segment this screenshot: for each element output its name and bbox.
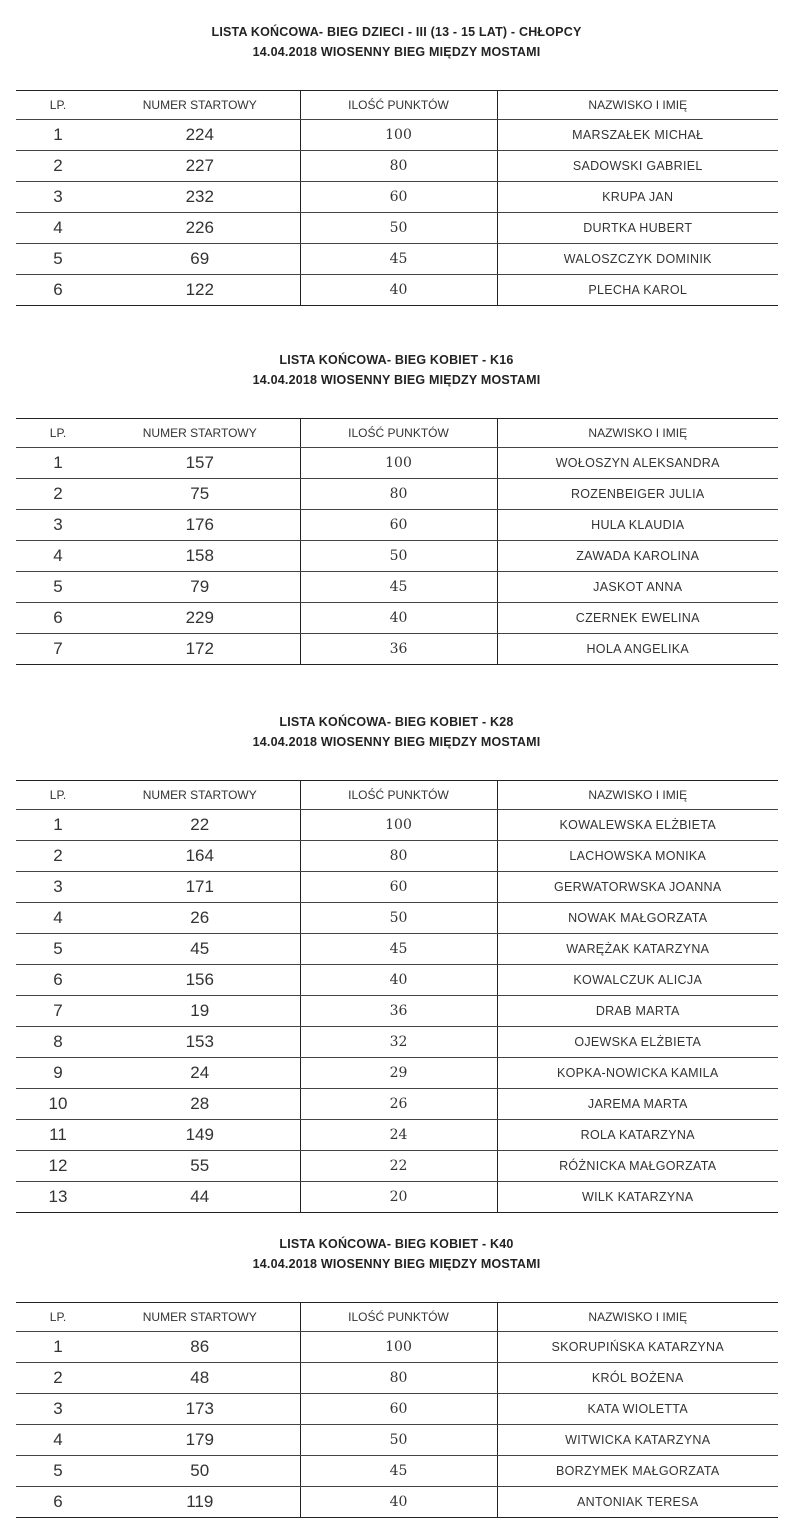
table-row — [16, 810, 778, 841]
section-title: LISTA KOŃCOWA- BIEG KOBIET - K40 — [279, 1237, 514, 1251]
section-subtitle: 14.04.2018 WIOSENNY BIEG MIĘDZY MOSTAMI — [252, 1257, 541, 1271]
cell-nazwisko-imie: CZERNEK EWELINA — [497, 603, 778, 634]
section-title: LISTA KOŃCOWA- BIEG DZIECI - III (13 - 15 LAT) - CHŁOPCY — [211, 25, 582, 39]
cell-lp: 7 — [16, 634, 100, 665]
cell-nazwisko-imie: KRÓL BOŻENA — [497, 1363, 778, 1394]
cell-numer-startowy: 179 — [100, 1425, 300, 1456]
cell-numer-startowy: 24 — [100, 1058, 300, 1089]
cell-nazwisko-imie: ANTONIAK TERESA — [497, 1487, 778, 1518]
cell-lp: 1 — [16, 120, 100, 151]
cell-nazwisko-imie: DURTKA HUBERT — [497, 213, 778, 244]
results-section — [0, 712, 793, 1206]
cell-lp: 1 — [16, 448, 100, 479]
cell-numer-startowy: 232 — [100, 182, 300, 213]
cell-numer-startowy: 45 — [100, 934, 300, 965]
cell-nazwisko-imie: JASKOT ANNA — [497, 572, 778, 603]
cell-numer-startowy: 26 — [100, 903, 300, 934]
cell-numer-startowy: 69 — [100, 244, 300, 275]
table-row — [16, 872, 778, 903]
header-nazwisko-imie: NAZWISKO I IMIĘ — [497, 1303, 778, 1332]
table-row — [16, 1027, 778, 1058]
cell-lp: 5 — [16, 934, 100, 965]
cell-nazwisko-imie: OJEWSKA ELŻBIETA — [497, 1027, 778, 1058]
cell-numer-startowy: 122 — [100, 275, 300, 306]
cell-nazwisko-imie: WARĘŻAK KATARZYNA — [497, 934, 778, 965]
table-row — [16, 1394, 778, 1425]
cell-nazwisko-imie: SKORUPIŃSKA KATARZYNA — [497, 1332, 778, 1363]
results-section — [0, 350, 793, 658]
header-lp: LP. — [16, 1303, 100, 1332]
cell-numer-startowy: 227 — [100, 151, 300, 182]
cell-nazwisko-imie: MARSZAŁEK MICHAŁ — [497, 120, 778, 151]
cell-ilosc-punktow: 45 — [300, 572, 497, 603]
cell-lp: 4 — [16, 903, 100, 934]
cell-numer-startowy: 86 — [100, 1332, 300, 1363]
cell-ilosc-punktow: 29 — [300, 1058, 497, 1089]
cell-lp: 3 — [16, 510, 100, 541]
cell-lp: 5 — [16, 244, 100, 275]
section-title: LISTA KOŃCOWA- BIEG KOBIET - K28 — [279, 715, 514, 729]
header-nazwisko-imie: NAZWISKO I IMIĘ — [497, 781, 778, 810]
cell-ilosc-punktow: 45 — [300, 934, 497, 965]
cell-ilosc-punktow: 36 — [300, 634, 497, 665]
cell-lp: 4 — [16, 213, 100, 244]
cell-ilosc-punktow: 80 — [300, 1363, 497, 1394]
cell-ilosc-punktow: 60 — [300, 872, 497, 903]
table-row — [16, 903, 778, 934]
cell-nazwisko-imie: ZAWADA KAROLINA — [497, 541, 778, 572]
cell-nazwisko-imie: SADOWSKI GABRIEL — [497, 151, 778, 182]
cell-ilosc-punktow: 40 — [300, 275, 497, 306]
cell-ilosc-punktow: 24 — [300, 1120, 497, 1151]
cell-lp: 2 — [16, 479, 100, 510]
cell-numer-startowy: 19 — [100, 996, 300, 1027]
table-row — [16, 213, 778, 244]
table-row — [16, 841, 778, 872]
table-row — [16, 1151, 778, 1182]
cell-lp: 7 — [16, 996, 100, 1027]
results-section — [0, 1234, 793, 1511]
table-row — [16, 182, 778, 213]
cell-nazwisko-imie: RÓŻNICKA MAŁGORZATA — [497, 1151, 778, 1182]
cell-numer-startowy: 229 — [100, 603, 300, 634]
cell-nazwisko-imie: KATA WIOLETTA — [497, 1394, 778, 1425]
cell-ilosc-punktow: 60 — [300, 510, 497, 541]
cell-nazwisko-imie: HULA KLAUDIA — [497, 510, 778, 541]
header-ilosc-punktow: ILOŚĆ PUNKTÓW — [300, 91, 497, 120]
header-nazwisko-imie: NAZWISKO I IMIĘ — [497, 419, 778, 448]
table-row — [16, 1456, 778, 1487]
cell-nazwisko-imie: KOWALCZUK ALICJA — [497, 965, 778, 996]
cell-numer-startowy: 176 — [100, 510, 300, 541]
table-row — [16, 572, 778, 603]
results-table — [16, 418, 778, 665]
cell-nazwisko-imie: DRAB MARTA — [497, 996, 778, 1027]
cell-ilosc-punktow: 60 — [300, 1394, 497, 1425]
table-row — [16, 634, 778, 665]
cell-nazwisko-imie: LACHOWSKA MONIKA — [497, 841, 778, 872]
cell-lp: 5 — [16, 572, 100, 603]
cell-numer-startowy: 224 — [100, 120, 300, 151]
header-numer-startowy: NUMER STARTOWY — [100, 1303, 300, 1332]
table-row — [16, 1363, 778, 1394]
cell-lp: 11 — [16, 1120, 100, 1151]
cell-numer-startowy: 119 — [100, 1487, 300, 1518]
cell-lp: 10 — [16, 1089, 100, 1120]
cell-lp: 2 — [16, 151, 100, 182]
cell-ilosc-punktow: 50 — [300, 213, 497, 244]
cell-lp: 1 — [16, 810, 100, 841]
cell-numer-startowy: 172 — [100, 634, 300, 665]
cell-ilosc-punktow: 60 — [300, 182, 497, 213]
cell-numer-startowy: 75 — [100, 479, 300, 510]
table-row — [16, 603, 778, 634]
header-ilosc-punktow: ILOŚĆ PUNKTÓW — [300, 781, 497, 810]
cell-nazwisko-imie: HOLA ANGELIKA — [497, 634, 778, 665]
cell-ilosc-punktow: 26 — [300, 1089, 497, 1120]
table-row — [16, 1182, 778, 1213]
cell-numer-startowy: 48 — [100, 1363, 300, 1394]
cell-lp: 13 — [16, 1182, 100, 1213]
cell-numer-startowy: 153 — [100, 1027, 300, 1058]
cell-ilosc-punktow: 40 — [300, 1487, 497, 1518]
cell-ilosc-punktow: 100 — [300, 448, 497, 479]
results-table — [16, 780, 778, 1213]
header-lp: LP. — [16, 419, 100, 448]
table-row — [16, 479, 778, 510]
cell-lp: 8 — [16, 1027, 100, 1058]
table-row — [16, 1120, 778, 1151]
table-header-row — [16, 91, 778, 120]
cell-numer-startowy: 226 — [100, 213, 300, 244]
table-row — [16, 244, 778, 275]
cell-ilosc-punktow: 80 — [300, 841, 497, 872]
cell-ilosc-punktow: 36 — [300, 996, 497, 1027]
table-header-row — [16, 1303, 778, 1332]
cell-numer-startowy: 171 — [100, 872, 300, 903]
cell-ilosc-punktow: 100 — [300, 1332, 497, 1363]
cell-nazwisko-imie: ROLA KATARZYNA — [497, 1120, 778, 1151]
cell-lp: 6 — [16, 275, 100, 306]
header-numer-startowy: NUMER STARTOWY — [100, 781, 300, 810]
cell-numer-startowy: 50 — [100, 1456, 300, 1487]
cell-ilosc-punktow: 32 — [300, 1027, 497, 1058]
cell-ilosc-punktow: 50 — [300, 541, 497, 572]
cell-nazwisko-imie: GERWATORWSKA JOANNA — [497, 872, 778, 903]
table-row — [16, 1425, 778, 1456]
table-header-row — [16, 419, 778, 448]
section-subtitle: 14.04.2018 WIOSENNY BIEG MIĘDZY MOSTAMI — [252, 45, 541, 59]
cell-lp: 4 — [16, 541, 100, 572]
cell-numer-startowy: 164 — [100, 841, 300, 872]
cell-nazwisko-imie: BORZYMEK MAŁGORZATA — [497, 1456, 778, 1487]
table-row — [16, 996, 778, 1027]
cell-lp: 6 — [16, 603, 100, 634]
cell-lp: 6 — [16, 1487, 100, 1518]
table-row — [16, 510, 778, 541]
cell-nazwisko-imie: WALOSZCZYK DOMINIK — [497, 244, 778, 275]
cell-numer-startowy: 79 — [100, 572, 300, 603]
table-row — [16, 120, 778, 151]
cell-numer-startowy: 28 — [100, 1089, 300, 1120]
cell-ilosc-punktow: 50 — [300, 903, 497, 934]
cell-lp: 3 — [16, 1394, 100, 1425]
table-row — [16, 1058, 778, 1089]
cell-ilosc-punktow: 45 — [300, 244, 497, 275]
cell-nazwisko-imie: KOPKA-NOWICKA KAMILA — [497, 1058, 778, 1089]
cell-ilosc-punktow: 100 — [300, 120, 497, 151]
cell-lp: 1 — [16, 1332, 100, 1363]
cell-numer-startowy: 22 — [100, 810, 300, 841]
cell-numer-startowy: 157 — [100, 448, 300, 479]
header-lp: LP. — [16, 91, 100, 120]
cell-nazwisko-imie: ROZENBEIGER JULIA — [497, 479, 778, 510]
table-row — [16, 965, 778, 996]
cell-nazwisko-imie: KRUPA JAN — [497, 182, 778, 213]
cell-numer-startowy: 44 — [100, 1182, 300, 1213]
table-row — [16, 448, 778, 479]
cell-ilosc-punktow: 40 — [300, 603, 497, 634]
cell-lp: 2 — [16, 841, 100, 872]
table-row — [16, 1487, 778, 1518]
results-table — [16, 1302, 778, 1518]
cell-nazwisko-imie: NOWAK MAŁGORZATA — [497, 903, 778, 934]
section-subtitle: 14.04.2018 WIOSENNY BIEG MIĘDZY MOSTAMI — [252, 373, 541, 387]
cell-numer-startowy: 158 — [100, 541, 300, 572]
cell-numer-startowy: 173 — [100, 1394, 300, 1425]
table-header-row — [16, 781, 778, 810]
table-row — [16, 275, 778, 306]
table-row — [16, 1332, 778, 1363]
cell-lp: 6 — [16, 965, 100, 996]
table-row — [16, 541, 778, 572]
section-title: LISTA KOŃCOWA- BIEG KOBIET - K16 — [279, 353, 514, 367]
header-numer-startowy: NUMER STARTOWY — [100, 419, 300, 448]
header-ilosc-punktow: ILOŚĆ PUNKTÓW — [300, 1303, 497, 1332]
cell-ilosc-punktow: 80 — [300, 479, 497, 510]
cell-lp: 12 — [16, 1151, 100, 1182]
results-section — [0, 22, 793, 299]
cell-ilosc-punktow: 50 — [300, 1425, 497, 1456]
table-row — [16, 1089, 778, 1120]
cell-nazwisko-imie: PLECHA KAROL — [497, 275, 778, 306]
cell-ilosc-punktow: 100 — [300, 810, 497, 841]
cell-nazwisko-imie: WOŁOSZYN ALEKSANDRA — [497, 448, 778, 479]
cell-ilosc-punktow: 40 — [300, 965, 497, 996]
cell-lp: 2 — [16, 1363, 100, 1394]
cell-numer-startowy: 55 — [100, 1151, 300, 1182]
header-lp: LP. — [16, 781, 100, 810]
cell-nazwisko-imie: WILK KATARZYNA — [497, 1182, 778, 1213]
cell-nazwisko-imie: KOWALEWSKA ELŻBIETA — [497, 810, 778, 841]
cell-lp: 4 — [16, 1425, 100, 1456]
cell-lp: 3 — [16, 872, 100, 903]
cell-ilosc-punktow: 20 — [300, 1182, 497, 1213]
cell-lp: 9 — [16, 1058, 100, 1089]
cell-numer-startowy: 149 — [100, 1120, 300, 1151]
cell-ilosc-punktow: 80 — [300, 151, 497, 182]
header-nazwisko-imie: NAZWISKO I IMIĘ — [497, 91, 778, 120]
header-ilosc-punktow: ILOŚĆ PUNKTÓW — [300, 419, 497, 448]
header-numer-startowy: NUMER STARTOWY — [100, 91, 300, 120]
cell-numer-startowy: 156 — [100, 965, 300, 996]
cell-ilosc-punktow: 22 — [300, 1151, 497, 1182]
cell-ilosc-punktow: 45 — [300, 1456, 497, 1487]
results-table — [16, 90, 778, 306]
cell-lp: 5 — [16, 1456, 100, 1487]
section-subtitle: 14.04.2018 WIOSENNY BIEG MIĘDZY MOSTAMI — [252, 735, 541, 749]
cell-nazwisko-imie: JAREMA MARTA — [497, 1089, 778, 1120]
cell-nazwisko-imie: WITWICKA KATARZYNA — [497, 1425, 778, 1456]
table-row — [16, 934, 778, 965]
cell-lp: 3 — [16, 182, 100, 213]
table-row — [16, 151, 778, 182]
